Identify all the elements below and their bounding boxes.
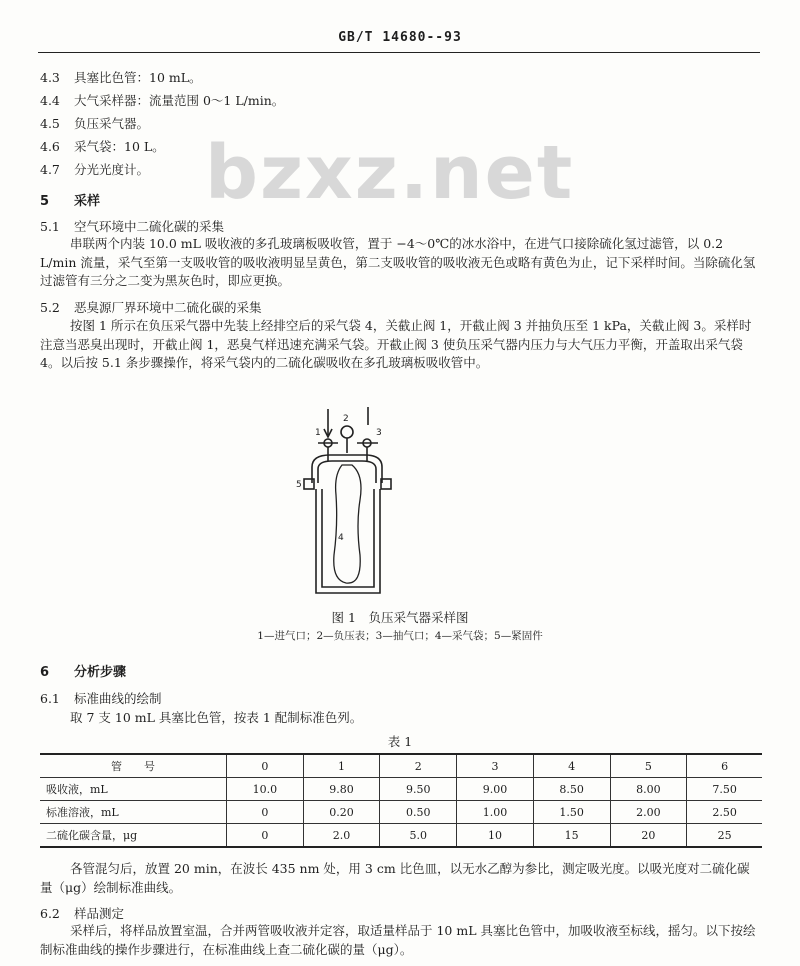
subsection-heading-6-2: 6.2 样品测定 (40, 906, 125, 921)
list-item: 4.4 大气采样器：流量范围 0～1 L/min。 (40, 93, 285, 108)
page-header: GB/T 14680--93 (338, 30, 462, 45)
table-1 (40, 753, 762, 848)
list-item: 4.6 采气袋：10 L。 (40, 139, 165, 154)
figure-label: 3 (376, 428, 382, 438)
figure-legend: 1—进气口；2—负压表；3—抽气口；4—采气袋；5—紧固件 (257, 630, 543, 642)
paragraph-6-1: 取 7 支 10 mL 具塞比色管，按表 1 配制标准色列。 (70, 710, 363, 725)
sampler-diagram (290, 405, 420, 605)
figure-label: 1 (315, 428, 321, 438)
subsection-heading-5-2: 5.2 恶臭源厂界环境中二硫化碳的采集 (40, 300, 262, 315)
table-row: 二硫化碳含量，μg 0 2.0 5.0 10 15 20 25 (40, 824, 762, 848)
figure-label: 4 (338, 533, 344, 543)
paragraph-after-table: 各管混匀后，放置 20 min，在波长 435 nm 处，用 3 cm 比色皿，以无水乙醇为参比，测定吸光度。以吸光度对二硫化碳量（μg）绘制标准曲线。 (40, 861, 750, 895)
section-heading-5: 5 采样 (40, 194, 101, 209)
paragraph-5-2: 按图 1 所示在负压采气器中先装上经排空后的采气袋 4，关截止阀 1，开截止阀 3 并抽负压至 1 kPa，关截止阀 3。采样时注意当恶臭出现时，开截止阀 1，恶臭气样迅速充满采气袋。开截止阀 3 使负压采气器内压力与大气压力平衡，开盖取出采气袋 4。以后按 5.1 条步骤操作，将采气袋内的二硫化碳吸收在多孔玻璃板吸收管中。 (40, 318, 752, 370)
list-item: 4.7 分光光度计。 (40, 162, 150, 177)
watermark: bzxz.net (205, 130, 575, 216)
figure-label: 5 (296, 480, 302, 490)
list-item: 4.5 负压采气器。 (40, 116, 150, 131)
paragraph-6-2: 采样后，将样品放置室温，合并两管吸收液并定容，取适量样品于 10 mL 具塞比色管中，加吸收液至标线，摇匀。以下按绘制标准曲线的操作步骤进行，在标准曲线上查二硫化碳的量（μg）。 (40, 923, 756, 957)
paragraph-5-1: 串联两个内装 10.0 mL 吸收液的多孔玻璃板吸收管，置于 −4～0℃的冰水浴中，在进气口接除硫化氢过滤管，以 0.2 L/min 流量，采气至第一支吸收管的吸收液明显呈黄色，第二支吸收管的吸收液无色或略有黄色为止，记下采样时间。当除硫化氢过滤管有三分之二变为黑灰色时，即应更换。 (40, 236, 756, 288)
list-item: 4.3 具塞比色管：10 mL。 (40, 70, 202, 85)
header-rule (38, 52, 760, 53)
table-row: 吸收液，mL 10.0 9.80 9.50 9.00 8.50 8.00 7.50 (40, 778, 762, 801)
figure-label: 2 (343, 414, 349, 424)
table-title: 表 1 (387, 734, 413, 749)
table-row: 标准溶液，mL 0 0.20 0.50 1.00 1.50 2.00 2.50 (40, 801, 762, 824)
section-heading-6: 6 分析步骤 (40, 665, 127, 680)
figure-caption: 图 1 负压采气器采样图 (331, 610, 469, 625)
subsection-heading-5-1: 5.1 空气环境中二硫化碳的采集 (40, 219, 225, 234)
subsection-heading-6-1: 6.1 标准曲线的绘制 (40, 691, 162, 706)
table-header-row: 管 号 0 1 2 3 4 5 6 (40, 754, 762, 778)
